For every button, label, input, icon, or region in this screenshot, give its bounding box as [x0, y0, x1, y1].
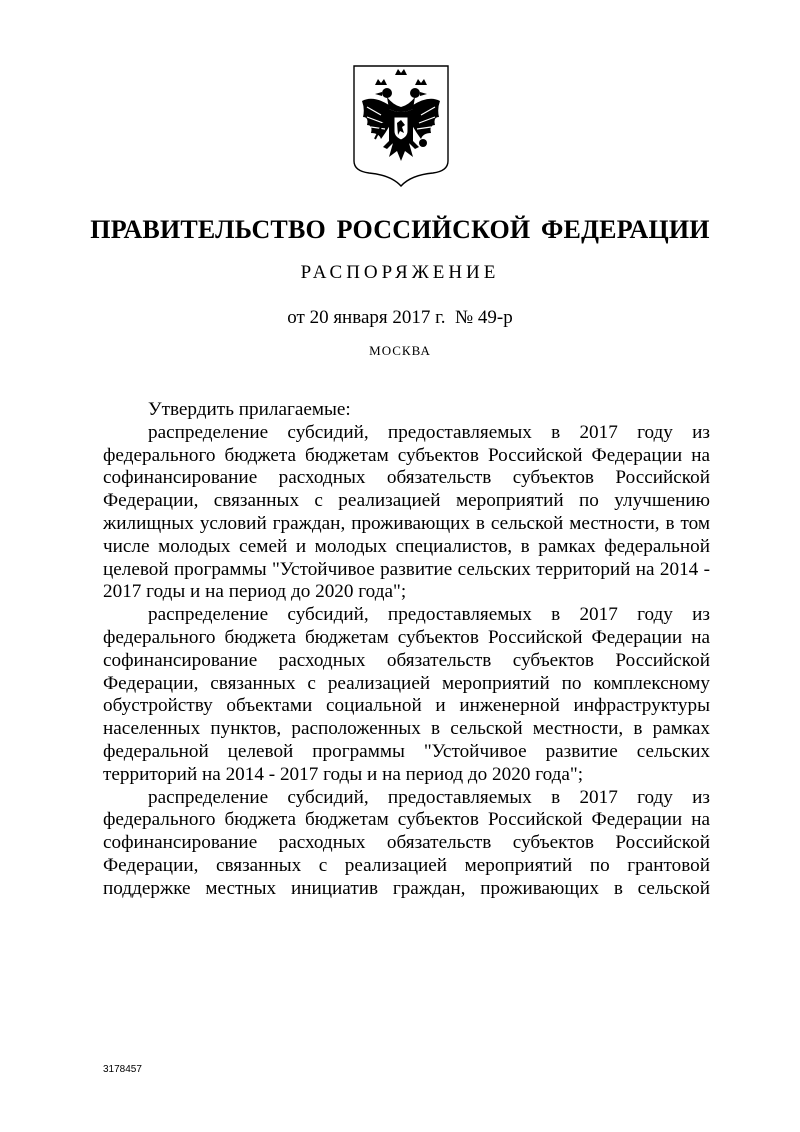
coat-of-arms-emblem — [353, 65, 449, 187]
intro-line: Утвердить прилагаемые: — [148, 399, 351, 420]
document-city: МОСКВА — [369, 343, 431, 358]
paragraph-2: распределение субсидий, предоставляемых в 2017 году из федерального бюджета бюджетам субъектов Российской Федерации на софинансирование расходных обязательств субъектов Российской Федерации, связанных с реализацией мероприятий по комплексному обустройству объектами социальной и инженерной инфраструктуры населенных пунктов, расположенных в сельской местности, в рамках федеральной целевой программы "Устойчивое развитие сельских территорий на 2014 - 2017 годы и на период до 2020 года"; — [103, 604, 710, 785]
document-body — [103, 399, 710, 901]
paragraph-3: распределение субсидий, предоставляемых в 2017 году из федерального бюджета бюджетам субъектов Российской Федерации на софинансирование расходных обязательств субъектов Российской Федерации, связанных с реализацией мероприятий по грантовой поддержке местных инициатив граждан, проживающих в сельской — [103, 786, 710, 899]
government-title: ПРАВИТЕЛЬСТВО РОССИЙСКОЙ ФЕДЕРАЦИИ — [90, 215, 710, 244]
document-type: РАСПОРЯЖЕНИЕ — [300, 262, 500, 283]
document-date-number: от 20 января 2017 г. № 49-р — [287, 307, 513, 328]
russian-coat-of-arms-icon — [353, 65, 449, 187]
document-code: 3178457 — [103, 1064, 142, 1075]
paragraph-1: распределение субсидий, предоставляемых в 2017 году из федерального бюджета бюджетам субъектов Российской Федерации на софинансирование расходных обязательств субъектов Российской Федерации, связанных с реализацией мероприятий по улучшению жилищных условий граждан, проживающих в сельской местности, в том числе молодых семей и молодых специалистов, в рамках федеральной целевой программы "Устойчивое развитие сельских территорий на 2014 - 2017 годы и на период до 2020 года"; — [103, 421, 710, 603]
